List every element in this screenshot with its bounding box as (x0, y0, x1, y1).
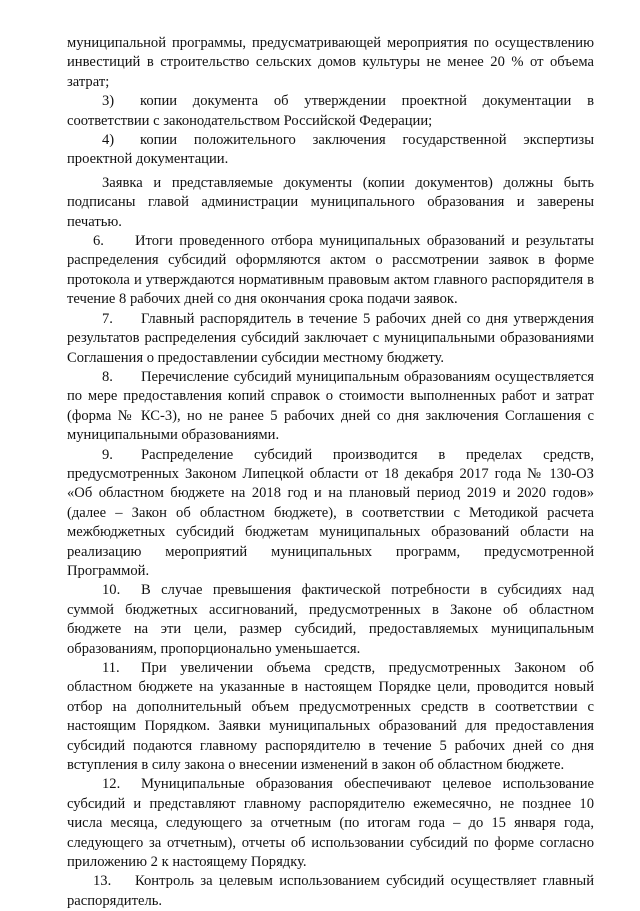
paragraph-text: Муниципальные образования обеспечивают целевое использование субсидий и представляют главному распорядителю ежемесячно, не позднее 10 числа месяца, следующего за отчетным (по итогам года – до 15 января года, следующего за отчетным), отчеты об использовании субсидий по форме согласно приложению 2 к настоящему Порядку. (67, 776, 594, 871)
document-page (67, 34, 594, 911)
paragraph-text: муниципальной программы, предусматривающей мероприятия по осуществлению инвестиций в строительство сельских домов культуры не менее 20 % от объема затрат; (67, 35, 594, 90)
item-number: 7. (102, 310, 113, 327)
paragraph-10 (67, 581, 594, 659)
paragraph-13 (67, 872, 594, 911)
paragraph-11 (67, 659, 594, 775)
paragraph-8 (67, 368, 594, 446)
paragraph-text: Контроль за целевым использованием субсидий осуществляет главный распорядитель. (67, 873, 594, 909)
item-number: 8. (102, 368, 113, 385)
paragraph-9 (67, 446, 594, 582)
paragraph-text: копии положительного заключения государственной экспертизы проектной документации. (67, 132, 594, 168)
item-number: 4) (102, 132, 115, 149)
item-number: 10. (102, 582, 121, 599)
item-number: 3) (102, 93, 115, 110)
item-number: 13. (93, 873, 112, 890)
item-number: 6. (93, 233, 104, 250)
paragraph-2-continuation (67, 34, 594, 92)
paragraph-7 (67, 310, 594, 368)
paragraph-text: копии документа об утверждении проектной документации в соответствии с законодательством Российской Федерации; (67, 93, 594, 129)
paragraph-item-4 (67, 131, 594, 170)
paragraph-text: Распределение субсидий производится в пределах средств, предусмотренных Законом Липецкой области от 18 декабря 2017 года № 130-ОЗ «Об областном бюджете на 2018 год и на плановый период 2019 и 2020 годов» (далее – Закон об областном бюджете), в соответствии с Методикой расчета межбюджетных субсидий бюджетам муниципальных образований области на реализацию мероприятий муниципальных программ, предусмотренной Программой. (67, 446, 594, 579)
paragraph-12 (67, 775, 594, 872)
paragraph-6 (67, 232, 594, 310)
paragraph-text: Перечисление субсидий муниципальным образованиям осуществляется по мере предоставления копий справок о стоимости выполненных работ и затрат (форма № КС-3), но не ранее 5 рабочих дней со дня заключения Соглашения с муниципальными образованиями. (67, 368, 594, 444)
item-number: 12. (102, 776, 121, 793)
paragraph-item-3 (67, 92, 594, 131)
paragraph-text: В случае превышения фактической потребности в субсидиях над суммой бюджетных ассигнований, предусмотренных в Законе об областном бюджете на эти цели, размер субсидий, предоставляемых муниципальным образованиям, пропорционально уменьшается. (67, 582, 594, 657)
paragraph-text: Итоги проведенного отбора муниципальных образований и результаты распределения субсидий оформляются актом о рассмотрении заявок в форме протокола и утверждаются нормативным правовым актом главного распорядителя в течение 8 рабочих дней со дня окончания срока подачи заявок. (67, 233, 594, 308)
paragraph-text: Главный распорядитель в течение 5 рабочих дней со дня утверждения результатов распределения субсидий заключает с муниципальными образованиями Соглашения о предоставлении субсидии местному бюджету. (67, 310, 594, 366)
paragraph-signature-requirement (67, 174, 594, 232)
item-number: 9. (102, 446, 113, 463)
item-number: 11. (102, 660, 120, 676)
paragraph-text: Заявка и представляемые документы (копии документов) должны быть подписаны главой администрации муниципального образования и заверены печатью. (67, 174, 594, 230)
paragraph-text: При увеличении объема средств, предусмотренных Законом об областном бюджете на указанные в настоящем Порядке цели, проводится новый отбор на дополнительный объем предусмотренных средств в соответствии с настоящим Порядком. Заявки муниципальных образований для предоставления субсидий подаются главному распорядителю в течение 5 рабочих дней со дня вступления в силу закона о внесении изменений в закон об областном бюджете. (67, 660, 594, 774)
